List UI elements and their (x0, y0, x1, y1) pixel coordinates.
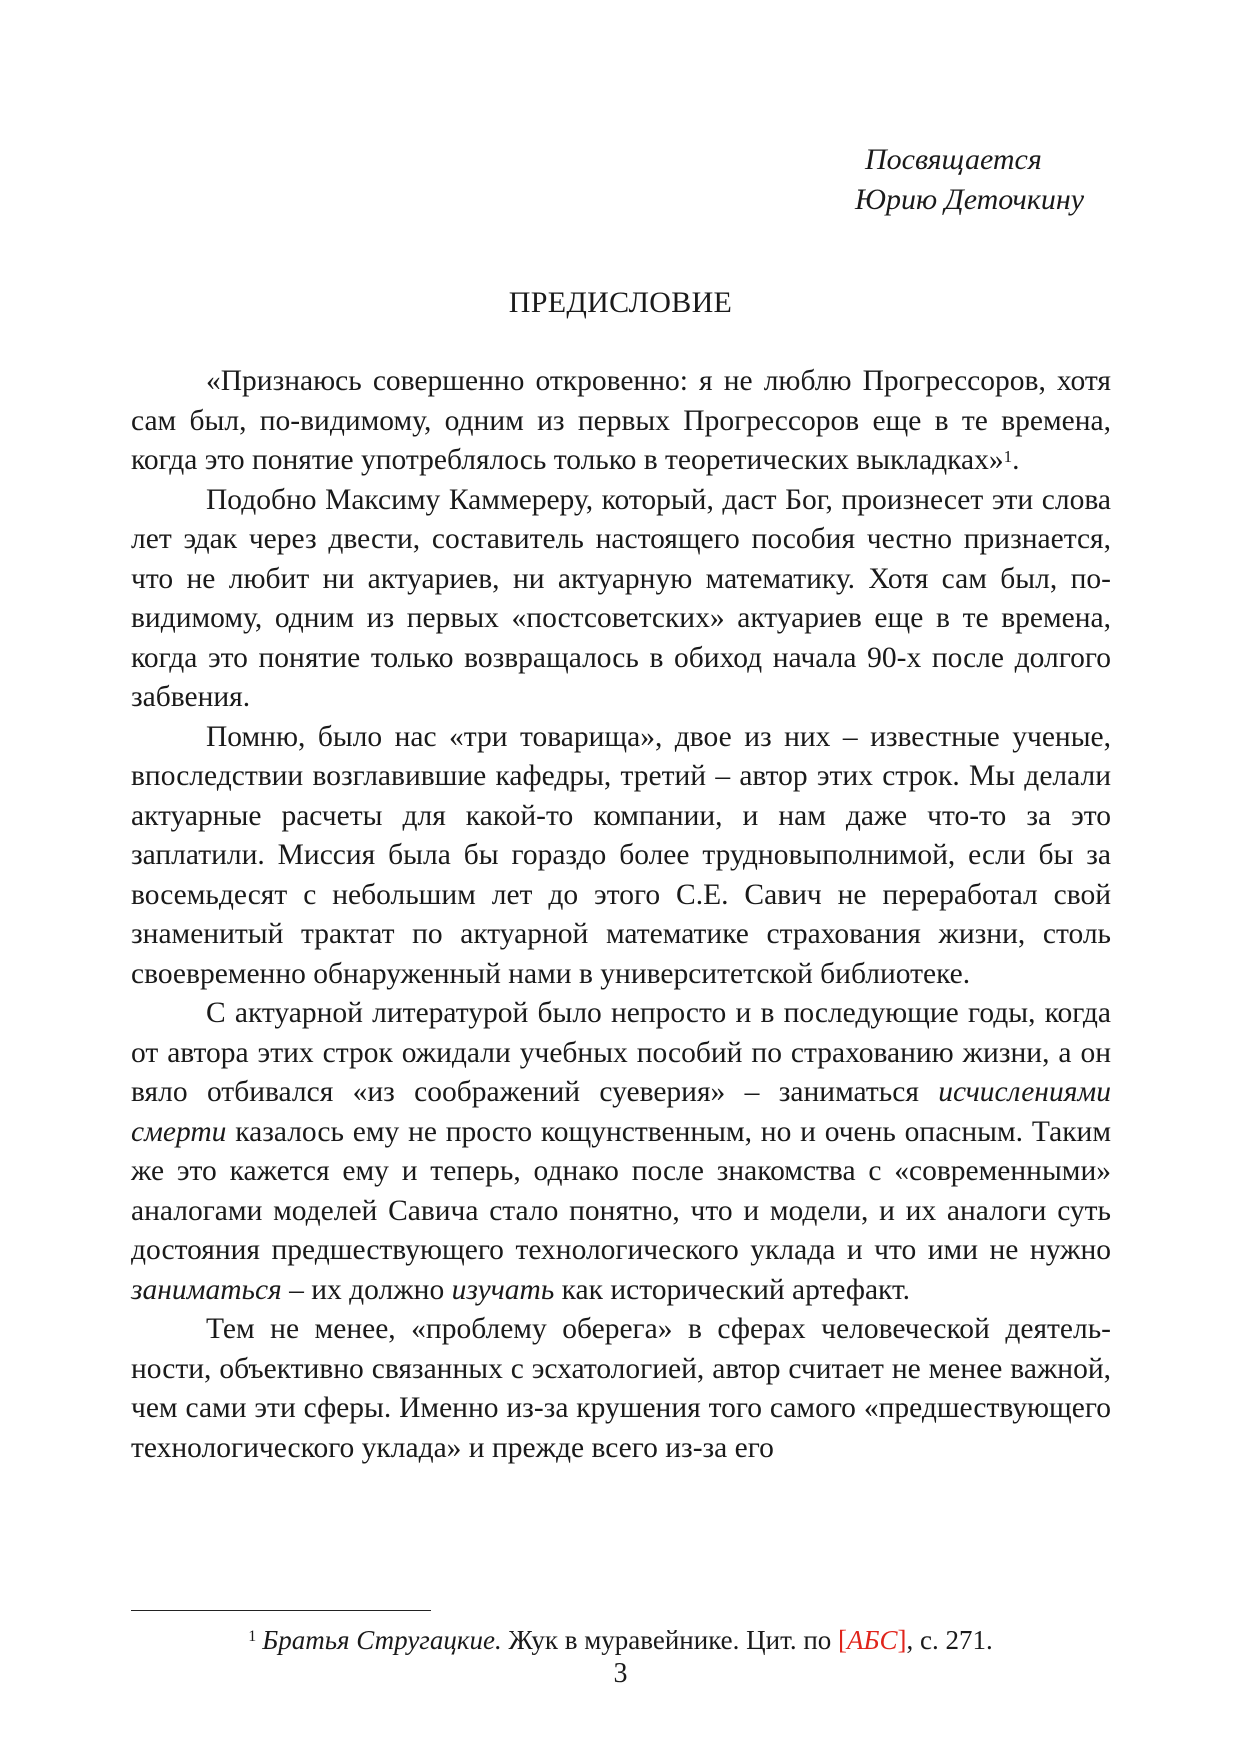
paragraph-4 (131, 994, 1111, 1310)
footnote-tail: , с. 271. (906, 1625, 993, 1655)
footnote (0, 1622, 1241, 1658)
dedication-line-1: Посвящается (865, 143, 1042, 176)
footnote-text: Жук в муравейнике. Цит. по (501, 1625, 839, 1655)
footnote-ref-close: ] (897, 1625, 907, 1655)
paragraph-3: Помню, было нас «три товарища», двое из них – известные ученые, впоследствии возглавившие кафедры, третий – автор этих строк. Мы делали актуарные расчеты для какой-то компании, и нам даже что-то за это заплатили. Миссия была бы гораздо более трудновыполнимой, если бы за восемьдесят с небольшим лет до этого С.Е. Савич не переработал свой знаменитый трактат по актуарной математике страхования жизни, столь своевременно обнаруженный нами в университетской библиотеке. (131, 720, 1111, 990)
paragraph-1 (131, 362, 1111, 481)
footnote-reference-link[interactable]: АБС (847, 1625, 898, 1655)
footnote-ref-open: [ (838, 1625, 848, 1655)
paragraph-1-text: «Признаюсь совершенно откровенно: я не люблю Прогрессоров, хотя сам был, по-видимому, одним из первых Прогрессоров еще в те времена, когда это понятие употреблялось только в теоретических выкладках» (131, 365, 1111, 476)
paragraph-4-part-a: С актуарной литературой было непросто и в последующие годы, когда от автора этих строк ожидали учебных пособий по страхованию жизни, а он вяло отбивался «из соображений суеверия» – заниматься (131, 997, 1111, 1108)
page-number: 3 (613, 1658, 628, 1689)
paragraph-4-part-c: – их должно (281, 1273, 452, 1306)
dedication-line-2: Юрию Деточкину (855, 183, 1085, 216)
footnote-author: Братья Стругацкие. (262, 1625, 502, 1655)
paragraph-5: Тем не менее, «проблему оберега» в сферах человеческой деятельности, объективно связанных с эсхатологией, автор считает не менее важной, чем сами эти сферы. Именно из-за крушения того самого «предшествующего технологического уклада» и прежде всего из-за его (131, 1313, 1111, 1464)
footnote-divider (131, 1610, 431, 1611)
paragraph-2: Подобно Максиму Каммереру, который, даст Бог, произнесет эти слова лет эдак через двести, составитель настоящего пособия честно признается, что не любит ни актуариев, ни актуарную математику. Хотя сам был, по-видимому, одним из первых «постсоветских» актуариев еще в те времена, когда это понятие только возвращалось в обиход начала 90-х после долгого забвения. (131, 483, 1111, 713)
section-title: ПРЕДИСЛОВИЕ (508, 286, 733, 319)
paragraph-4-emphasis-3: изучать (451, 1273, 555, 1306)
footnote-marker[interactable]: 1 (1003, 447, 1013, 466)
paragraph-4-emphasis-2: заниматься (131, 1273, 282, 1306)
footnote-number: 1 (248, 1628, 257, 1645)
paragraph-4-part-d: как исторический артефакт. (554, 1273, 911, 1306)
paragraph-1-end: . (1012, 444, 1020, 476)
paragraph-4-part-b: казалось ему не просто кощунственным, но и очень опасным. Таким же это кажется ему и теперь, однако после знакомства с «современными» аналогами моделей Савича стало понятно, что и модели, и их аналоги суть достояния предшествующего технологического уклада и что ими не нужно (131, 1115, 1111, 1266)
body-text (131, 362, 1111, 1468)
paragraph-4-emphasis-1: исчислениями смерти (131, 1076, 1111, 1148)
